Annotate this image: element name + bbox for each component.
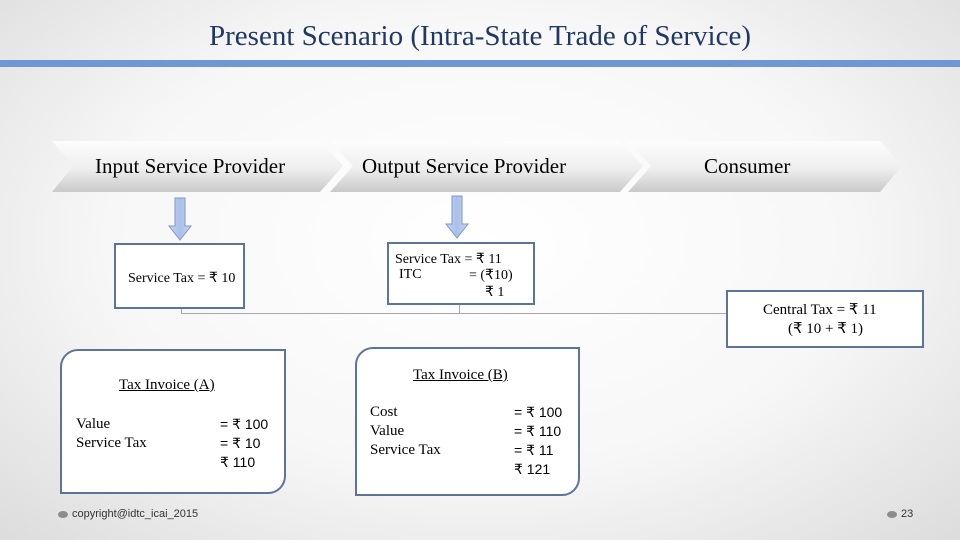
output-tax-box bbox=[387, 242, 535, 305]
down-arrow-icon bbox=[446, 196, 468, 238]
slide-title: Present Scenario (Intra-State Trade of Service) bbox=[209, 20, 751, 52]
output-itc-value: = (₹10) bbox=[469, 268, 513, 283]
invoice-b-label: Service Tax bbox=[370, 442, 441, 458]
invoice-a-value: = ₹ 100 bbox=[220, 416, 269, 432]
copyright-text: copyright@idtc_icai_2015 bbox=[72, 508, 199, 520]
input-tax-text: Service Tax = ₹ 10 bbox=[128, 271, 236, 286]
output-tax-line1: Service Tax = ₹ 11 bbox=[395, 252, 502, 267]
consumer-tax-line1: Central Tax = ₹ 11 bbox=[763, 302, 877, 318]
footer-copyright bbox=[58, 508, 198, 520]
stage-label-output-provider: Output Service Provider bbox=[362, 154, 567, 178]
connector-line bbox=[181, 313, 726, 314]
invoice-a-value: ₹ 110 bbox=[220, 454, 256, 470]
bullet-dot-icon bbox=[58, 511, 68, 518]
consumer-tax-line2: (₹ 10 + ₹ 1) bbox=[788, 321, 864, 337]
tax-invoice-b bbox=[355, 347, 580, 496]
connector-tick bbox=[181, 309, 182, 314]
invoice-b-value: = ₹ 110 bbox=[514, 423, 562, 439]
invoice-b-label: Cost bbox=[370, 404, 398, 420]
invoice-a-label: Service Tax bbox=[76, 435, 147, 451]
consumer-tax-box bbox=[726, 290, 924, 348]
connector-tick bbox=[459, 305, 460, 314]
bullet-dot-icon bbox=[887, 511, 897, 518]
footer-page-number bbox=[887, 508, 913, 520]
down-arrow-icon bbox=[169, 198, 191, 240]
invoice-a-value: = ₹ 10 bbox=[220, 435, 261, 451]
invoice-a-label: Value bbox=[76, 416, 111, 432]
invoice-b-value: ₹ 121 bbox=[514, 461, 551, 477]
invoice-b-label: Value bbox=[370, 423, 405, 439]
invoice-b-value: = ₹ 11 bbox=[514, 442, 554, 458]
output-itc-label: ITC bbox=[399, 267, 422, 282]
invoice-b-value: = ₹ 100 bbox=[514, 404, 563, 420]
page-number: 23 bbox=[901, 508, 914, 520]
stage-label-input-provider: Input Service Provider bbox=[95, 154, 286, 178]
input-tax-box bbox=[114, 243, 245, 309]
invoice-a-title: Tax Invoice (A) bbox=[119, 377, 215, 393]
tax-invoice-a bbox=[60, 349, 286, 494]
output-net-tax: ₹ 1 bbox=[485, 285, 505, 300]
stage-label-consumer: Consumer bbox=[704, 154, 791, 178]
invoice-b-title: Tax Invoice (B) bbox=[413, 367, 508, 383]
